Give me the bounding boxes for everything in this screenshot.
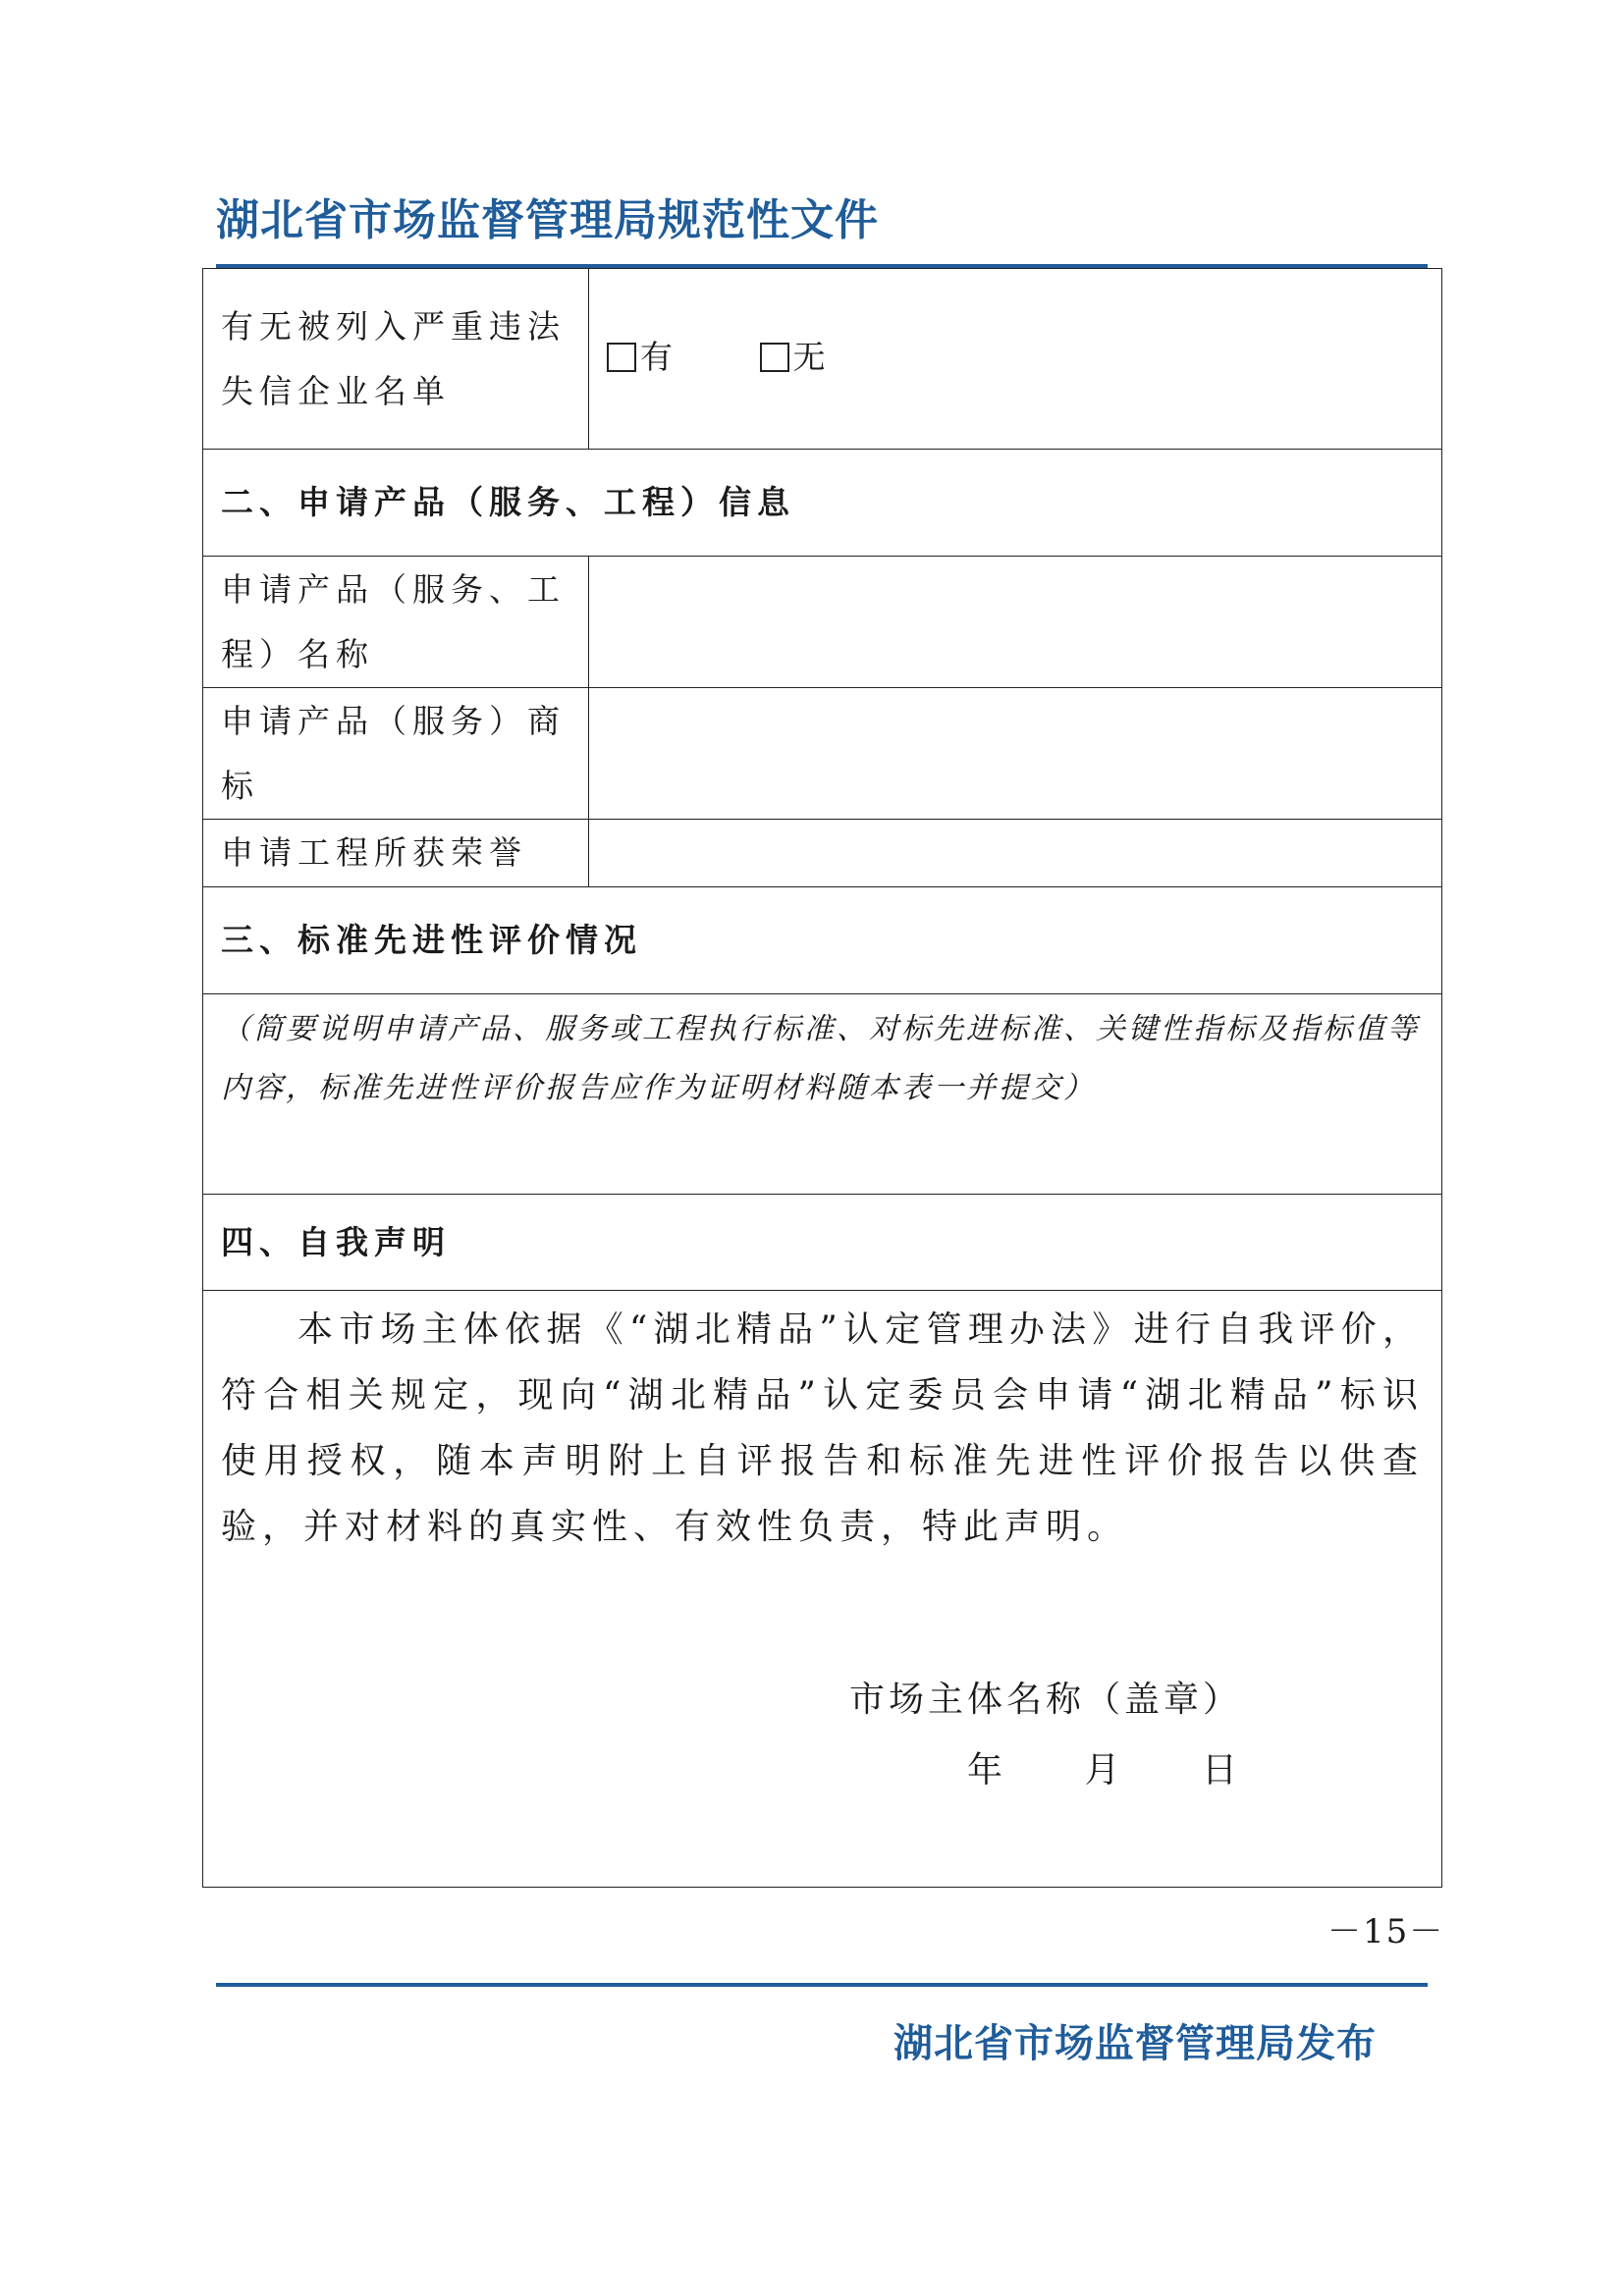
footer-divider [216,1983,1428,1987]
date-day: 日 [1201,1750,1243,1790]
section4-title: 四、自我声明 [203,1195,1442,1291]
honor-label: 申请工程所获荣誉 [203,820,589,887]
evaluation-field[interactable] [203,994,1442,1195]
product-mark-row [203,688,1442,820]
checkbox-yes[interactable] [607,343,636,372]
section3-title: 三、标准先进性评价情况 [203,887,1442,994]
section4-header-row [203,1195,1442,1291]
date-year: 年 [967,1750,1009,1790]
honor-row [203,820,1442,887]
signature-label: 市场主体名称（盖章） [849,1680,1243,1720]
product-name-row [203,557,1442,688]
checkbox-no[interactable] [760,343,789,372]
option-yes[interactable] [607,325,675,390]
blacklist-options [589,269,1442,450]
evaluation-row [203,994,1442,1195]
option-yes-label: 有 [640,337,675,376]
product-name-label: 申请产品（服务、工程）名称 [203,557,589,688]
option-no-label: 无 [792,337,828,376]
document-header-title: 湖北省市场监督管理局规范性文件 [216,195,879,245]
section3-header-row [203,887,1442,994]
evaluation-note: （简要说明申请产品、服务或工程执行标准、对标先进标准、关键性指标及指标值等内容，标准先进性评价报告应作为证明材料随本表一并提交） [221,1012,1420,1105]
blacklist-row [203,269,1442,450]
honor-field[interactable] [589,820,1442,887]
signature-date [967,1738,1302,1803]
section2-title: 二、申请产品（服务、工程）信息 [203,450,1442,557]
declaration-text: 本市场主体依据《“湖北精品”认定管理办法》进行自我评价，符合相关规定，现向“湖北精品”认定委员会申请“湖北精品”标识使用授权，随本声明附上自评报告和标准先进性评价报告以供查验，并对材料的真实性、有效性负责，特此声明。 [221,1309,1424,1547]
product-name-field[interactable] [589,557,1442,688]
product-mark-field[interactable] [589,688,1442,820]
declaration-row [203,1291,1442,1888]
footer-publisher: 湖北省市场监督管理局发布 [893,2021,1377,2066]
option-no[interactable] [760,325,828,390]
date-month: 月 [1084,1750,1126,1790]
page-number: －15－ [1327,1912,1445,1951]
declaration-cell [203,1291,1442,1888]
section2-header-row [203,450,1442,557]
signature-block [221,1668,1424,1805]
blacklist-label: 有无被列入严重违法失信企业名单 [203,269,589,450]
application-form-table [202,268,1442,1888]
product-mark-label: 申请产品（服务）商标 [203,688,589,820]
